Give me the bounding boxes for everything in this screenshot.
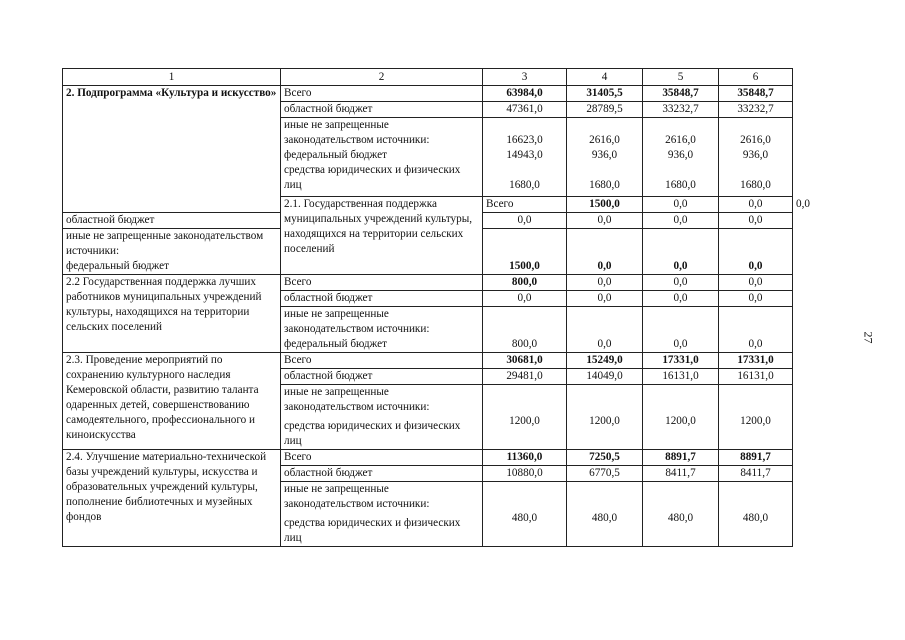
value-cell: 1500,0 — [567, 197, 643, 213]
value-cell: 0,0 — [483, 213, 567, 229]
value-cell: 480,0 — [643, 482, 719, 547]
row-label-group — [281, 118, 483, 197]
value-cell: 0,0 — [567, 275, 643, 291]
value-cell: 8411,7 — [643, 466, 719, 482]
value-cell: 800,0 — [483, 307, 567, 353]
value-cell: 63984,0 — [483, 86, 567, 102]
row-label: иные не запрещенные законодательством источники: — [66, 230, 264, 257]
value-cell: 0,0 — [567, 291, 643, 307]
row-label: областной бюджет — [63, 213, 281, 229]
value-cell: 33232,7 — [643, 102, 719, 118]
value-cell: 936,0 — [742, 149, 769, 161]
row-label: иные не запрещенные законодательством источники: — [284, 119, 430, 146]
row-label-group — [281, 307, 483, 353]
section-title: 2. Подпрограмма «Культура и искусство» — [63, 86, 281, 213]
value-cell: 480,0 — [719, 482, 793, 547]
value-cell: 17331,0 — [643, 353, 719, 369]
row-label-group — [281, 385, 483, 450]
row-label: федеральный бюджет — [284, 149, 387, 161]
header-cell: 6 — [719, 69, 793, 86]
value-cell: 0,0 — [719, 213, 793, 229]
value-cell: 17331,0 — [719, 353, 793, 369]
value-cell: 28789,5 — [567, 102, 643, 118]
row-label: Всего — [483, 197, 567, 213]
row-label: средства юридических и физических лиц — [284, 517, 461, 544]
header-cell: 3 — [483, 69, 567, 86]
row-label: Всего — [281, 275, 483, 291]
value-cell: 7250,5 — [567, 450, 643, 466]
value-cell: 1500,0 — [483, 229, 567, 275]
value-cell: 47361,0 — [483, 102, 567, 118]
table-row — [63, 86, 793, 102]
value-cell: 31405,5 — [567, 86, 643, 102]
value-cell: 29481,0 — [483, 369, 567, 385]
value-cell: 6770,5 — [567, 466, 643, 482]
row-label: областной бюджет — [281, 102, 483, 118]
table-row: 2.1. Государственная поддержка муниципальных учреждений культуры, находящихся на территории сельских поселений Всего 1500,0 0,0 0,0 0,0 — [63, 197, 793, 213]
row-label-group — [63, 229, 281, 275]
table-row — [63, 450, 793, 466]
budget-table-sheet — [62, 68, 810, 547]
row-label: федеральный бюджет — [284, 338, 387, 350]
value-cell: 800,0 — [483, 275, 567, 291]
header-cell: 2 — [281, 69, 483, 86]
value-cell: 0,0 — [567, 213, 643, 229]
value-cell: 16131,0 — [643, 369, 719, 385]
value-cell: 35848,7 — [643, 86, 719, 102]
value-cell: 33232,7 — [719, 102, 793, 118]
value-cell: 10880,0 — [483, 466, 567, 482]
value-cell: 1680,0 — [589, 179, 620, 191]
value-cell: 0,0 — [567, 307, 643, 353]
value-cell: 1200,0 — [643, 385, 719, 450]
row-label: областной бюджет — [281, 291, 483, 307]
value-cell: 0,0 — [643, 197, 719, 213]
value-cell: 480,0 — [483, 482, 567, 547]
value-cell: 2616,0 — [740, 134, 771, 146]
value-cell: 16623,0 — [506, 134, 543, 146]
header-row — [63, 69, 793, 86]
value-cell: 14943,0 — [506, 149, 543, 161]
row-label: иные не запрещенные законодательством источники: — [284, 386, 430, 413]
value-cell: 16131,0 — [719, 369, 793, 385]
value-cell: 1200,0 — [719, 385, 793, 450]
value-group — [643, 118, 719, 197]
value-cell: 936,0 — [591, 149, 618, 161]
value-cell: 936,0 — [667, 149, 694, 161]
value-cell: 0,0 — [719, 275, 793, 291]
section-title: 2.2 Государственная поддержка лучших работников муниципальных учреждений культуры, находящихся на территории сельских поселений — [63, 275, 281, 353]
section-title: 2.3. Проведение мероприятий по сохранению культурного наследия Кемеровской области, развитию таланта одаренных детей, совершенствованию самодеятельного, профессионального и киноискусства — [63, 353, 281, 450]
section-title: 2.4. Улучшение материально-технической базы учреждений культуры, искусства и образовательных учреждений культуры, пополнение библиотечных и музейных фондов — [63, 450, 281, 547]
value-cell: 0,0 — [483, 291, 567, 307]
value-cell: 30681,0 — [483, 353, 567, 369]
value-cell: 0,0 — [719, 291, 793, 307]
value-group — [719, 118, 793, 197]
value-group — [567, 118, 643, 197]
value-cell: 8411,7 — [719, 466, 793, 482]
value-cell: 0,0 — [643, 307, 719, 353]
value-cell: 11360,0 — [483, 450, 567, 466]
row-label: Всего — [281, 353, 483, 369]
row-label: средства юридических и физических лиц — [284, 420, 461, 447]
value-cell: 0,0 — [643, 275, 719, 291]
value-cell: 0,0 — [719, 229, 793, 275]
row-label: иные не запрещенные законодательством источники: — [284, 483, 430, 510]
value-group — [483, 118, 567, 197]
table-row — [63, 275, 793, 291]
row-label: Всего — [281, 86, 483, 102]
value-cell: 2616,0 — [589, 134, 620, 146]
row-label: средства юридических и физических лиц — [284, 164, 461, 191]
value-cell: 0,0 — [643, 229, 719, 275]
value-cell: 0,0 — [719, 197, 793, 213]
row-label: федеральный бюджет — [66, 260, 169, 272]
value-cell: 15249,0 — [567, 353, 643, 369]
value-cell: 2616,0 — [665, 134, 696, 146]
row-label: Всего — [281, 450, 483, 466]
value-cell: 1680,0 — [740, 179, 771, 191]
value-cell: 14049,0 — [567, 369, 643, 385]
value-cell: 8891,7 — [719, 450, 793, 466]
value-cell: 0,0 — [567, 229, 643, 275]
section-title: 2.1. Государственная поддержка муниципальных учреждений культуры, находящихся на территории сельских поселений — [281, 197, 483, 275]
value-cell: 0,0 — [719, 307, 793, 353]
value-cell: 1680,0 — [509, 179, 540, 191]
value-cell: 0,0 — [643, 291, 719, 307]
row-label: иные не запрещенные законодательством источники: — [284, 308, 430, 335]
page-number: 27 — [861, 331, 876, 344]
value-cell: 480,0 — [567, 482, 643, 547]
value-cell: 8891,7 — [643, 450, 719, 466]
header-cell: 4 — [567, 69, 643, 86]
header-cell: 5 — [643, 69, 719, 86]
header-cell: 1 — [63, 69, 281, 86]
row-label: областной бюджет — [281, 466, 483, 482]
table-row — [63, 353, 793, 369]
value-cell: 0,0 — [643, 213, 719, 229]
row-label: областной бюджет — [281, 369, 483, 385]
value-cell: 1200,0 — [567, 385, 643, 450]
row-label-group — [281, 482, 483, 547]
value-cell: 1680,0 — [665, 179, 696, 191]
budget-table — [62, 68, 810, 547]
value-cell: 1200,0 — [483, 385, 567, 450]
value-cell: 35848,7 — [719, 86, 793, 102]
